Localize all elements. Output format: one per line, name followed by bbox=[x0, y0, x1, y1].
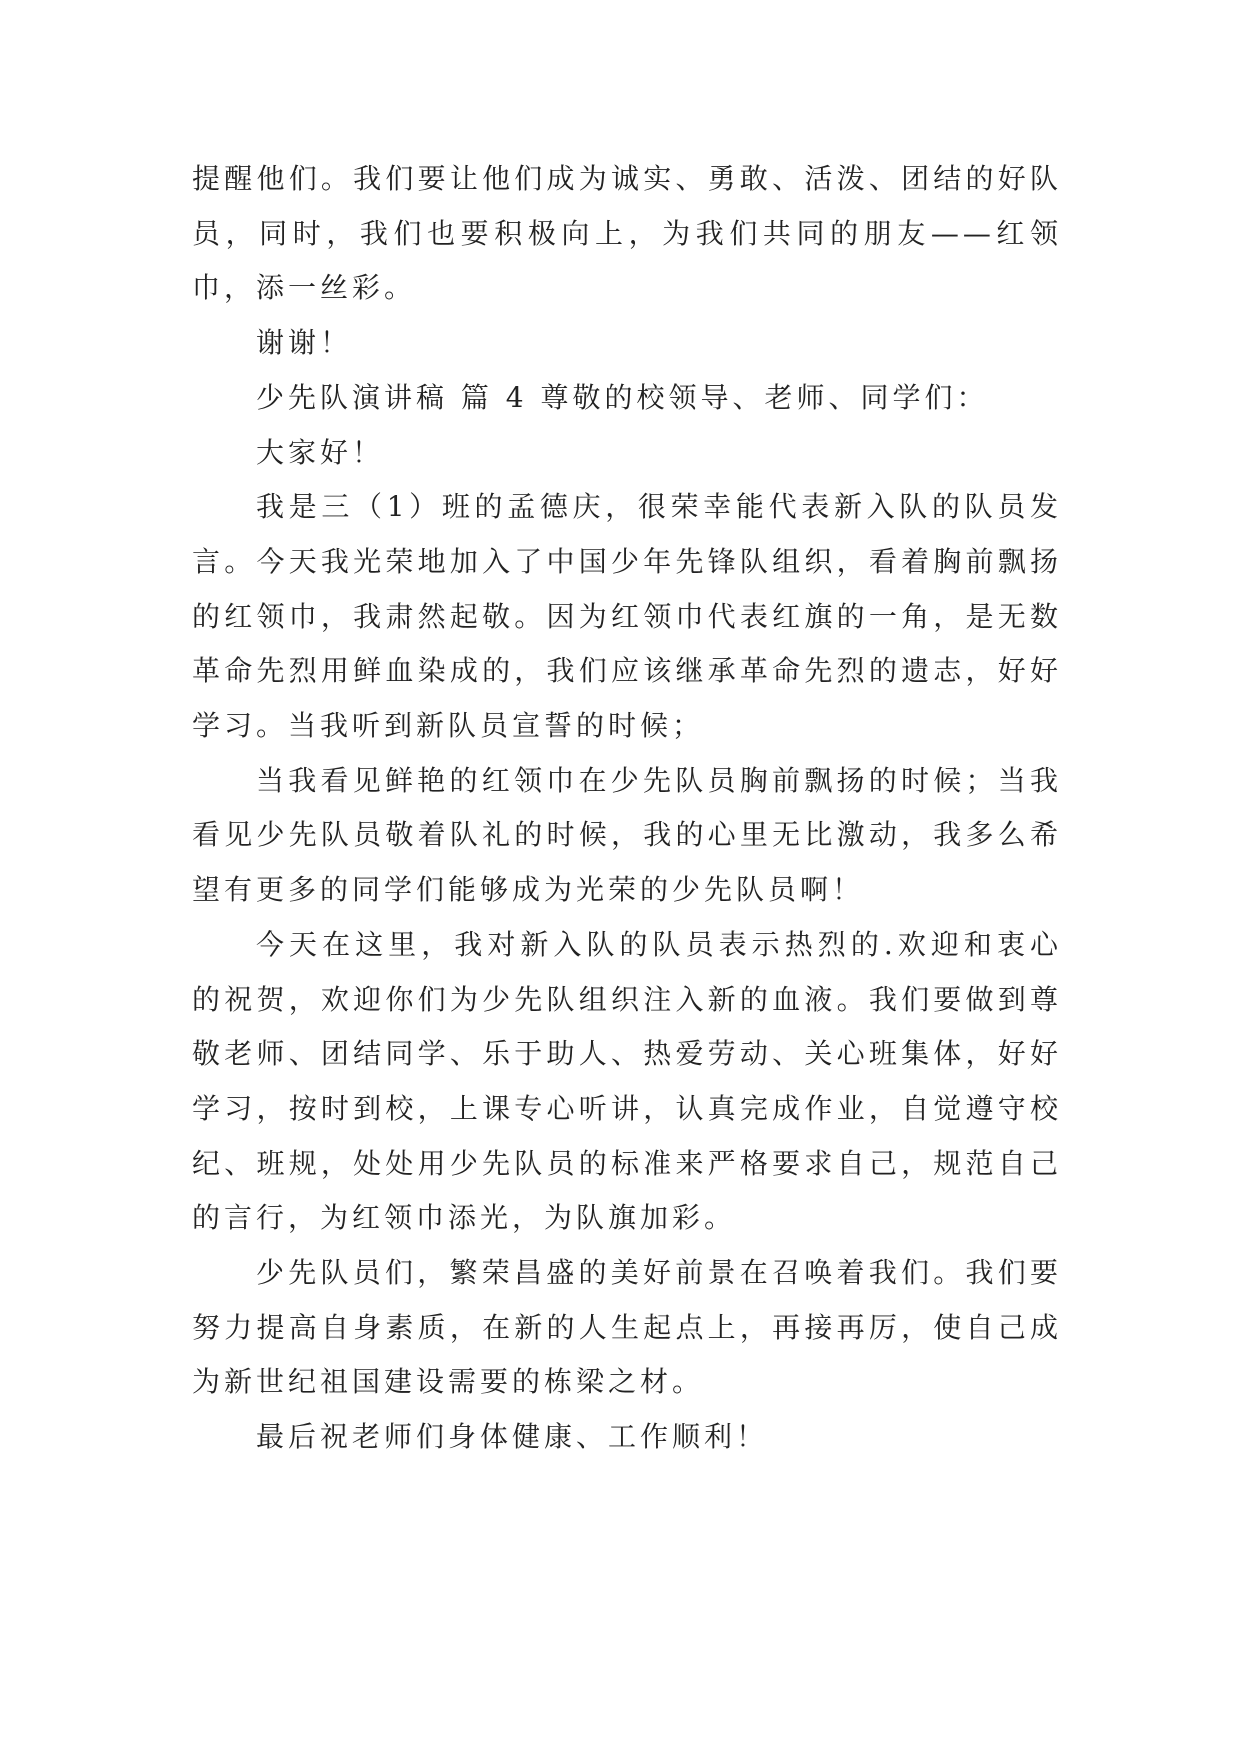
paragraph-introduction: 我是三（1）班的孟德庆，很荣幸能代表新入队的队员发言。今天我光荣地加入了中国少年先锋队组织，看着胸前飘扬的红领巾，我肃然起敬。因为红领巾代表红旗的一角，是无数革命先烈用鲜血染成的，我们应该继承革命先烈的遗志，好好学习。当我听到新队员宣誓的时候； bbox=[192, 490, 1062, 743]
speech-text-body bbox=[192, 152, 1062, 1465]
paragraph-greeting: 大家好！ bbox=[256, 435, 385, 469]
paragraph-speech-4-heading: 少先队演讲稿 篇 4 尊敬的校领导、老师、同学们： bbox=[256, 380, 989, 414]
paragraph-continuation: 提醒他们。我们要让他们成为诚实、勇敢、活泼、团结的好队员，同时，我们也要积极向上，为我们共同的朋友——红领巾，添一丝彩。 bbox=[192, 162, 1062, 305]
paragraph-call-to-action: 少先队员们，繁荣昌盛的美好前景在召唤着我们。我们要努力提高自身素质，在新的人生起点上，再接再厉，使自己成为新世纪祖国建设需要的栋梁之材。 bbox=[192, 1256, 1062, 1399]
paragraph-feelings: 当我看见鲜艳的红领巾在少先队员胸前飘扬的时候；当我看见少先队员敬着队礼的时候，我的心里无比激动，我多么希望有更多的同学们能够成为光荣的少先队员啊！ bbox=[192, 763, 1062, 907]
paragraph-closing-wishes: 最后祝老师们身体健康、工作顺利！ bbox=[256, 1420, 769, 1454]
paragraph-thanks: 谢谢！ bbox=[256, 326, 353, 360]
paragraph-welcome: 今天在这里，我对新入队的队员表示热烈的.欢迎和衷心的祝贺，欢迎你们为少先队组织注入新的血液。我们要做到尊敬老师、团结同学、乐于助人、热爱劳动、关心班集体，好好学习，按时到校，上课专心听讲，认真完成作业，自觉遵守校纪、班规，处处用少先队员的标准来严格要求自己，规范自己的言行，为红领巾添光，为队旗加彩。 bbox=[192, 927, 1062, 1235]
